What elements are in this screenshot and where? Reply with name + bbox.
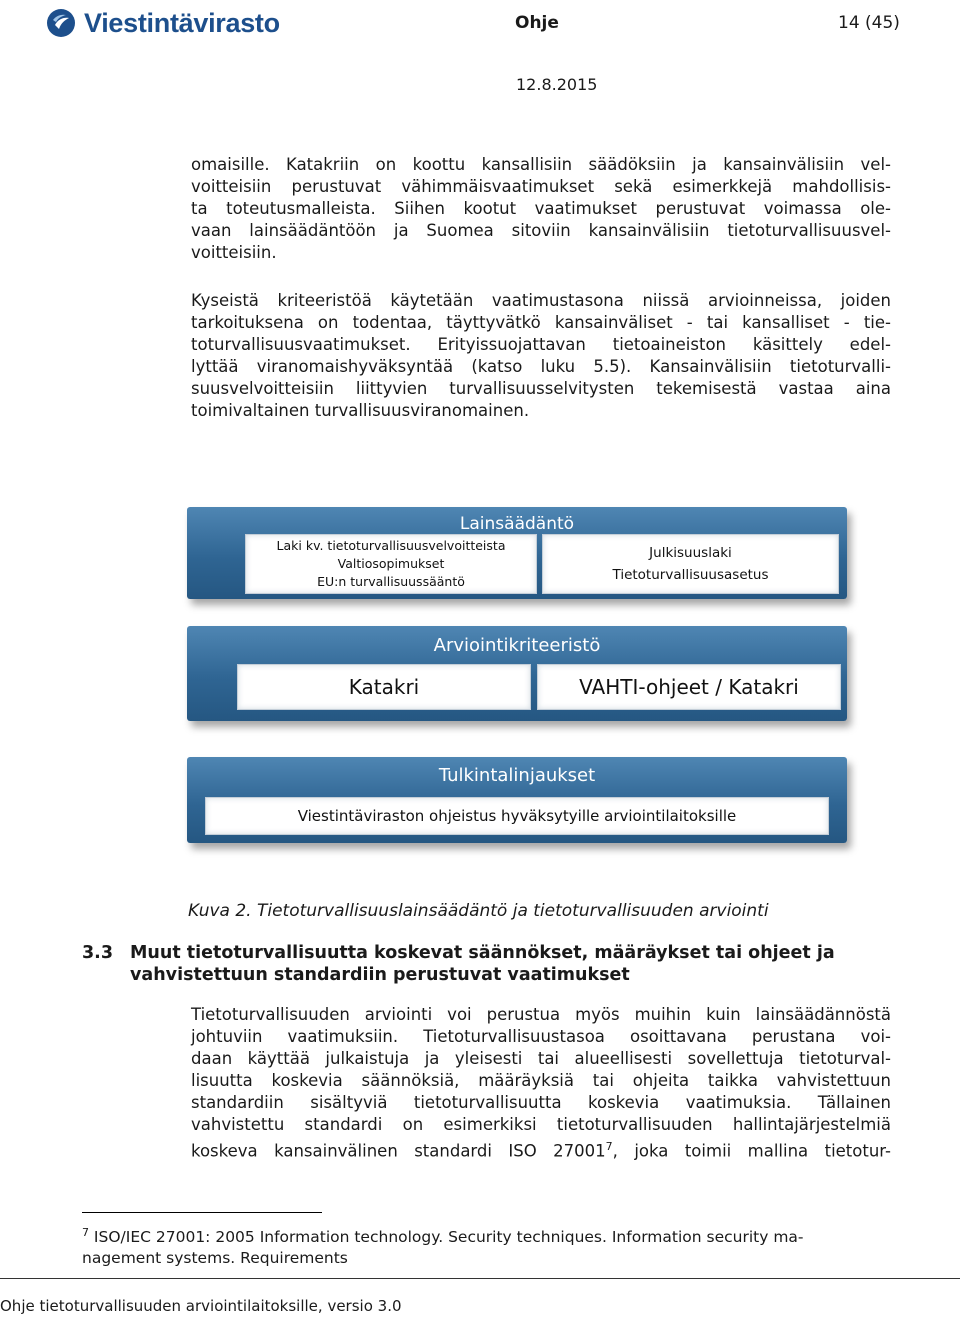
box-line: Viestintäviraston ohjeistus hyväksytyille arviointilaitoksille [297, 807, 737, 825]
international-law-box [245, 534, 537, 594]
text-line: tarkoituksena on todentaa, täyttyvätkö kansainväliset - tai kansalliset - tie- [191, 313, 891, 332]
text-line: standardiin sisältyviä tietoturvallisuutta koskevia vaatimuksia. Tällainen [191, 1093, 891, 1112]
tier-interpretations [187, 757, 847, 843]
text-line: toturvallisuusvaatimukset. Erityissuojattavan tietoaineiston käsittely edel- [191, 335, 891, 354]
box-line: EU:n turvallisuussääntö [317, 574, 465, 589]
logo-text: Viestintävirasto [84, 7, 280, 38]
section-title-line: vahvistettuun standardiin perustuvat vaatimukset [130, 965, 630, 985]
text-line [191, 1136, 891, 1163]
tier-assessment-criteria [187, 626, 847, 721]
box-line: Julkisuuslaki [649, 545, 732, 561]
text-line: Kyseistä kriteeristöä käytetään vaatimustasona niissä arvioinneissa, joiden [191, 291, 891, 310]
text-line: voitteisiin perustuvat vähimmäisvaatimukset sekä esimerkkejä mahdollisis- [191, 177, 891, 196]
text-line: lyttää viranomaishyväksyntää (katso luku 5.5). Kansainvälisiin tietoturvalli- [191, 357, 891, 376]
box-line: Katakri [348, 675, 420, 699]
footnote-mark: 7 [82, 1226, 89, 1239]
text-line: suusvelvoitteisiin liittyvien turvallisuusselvitysten tekemisestä vastaa aina [191, 379, 891, 398]
footer-text: Ohje tietoturvallisuuden arviointilaitoksille, versio 3.0 [0, 1297, 402, 1315]
katakri-box [237, 664, 531, 710]
section-heading [82, 942, 835, 986]
tier-title: Arviointikriteeristö [433, 635, 601, 656]
text-line: voitteisiin. [191, 243, 277, 262]
text-segment: , joka toimii mallina tietotur- [612, 1141, 891, 1161]
logo-emblem-icon [46, 8, 76, 38]
footer-divider [0, 1278, 960, 1279]
text-segment: koskeva kansainvälinen standardi ISO 27001 [191, 1141, 606, 1161]
text-line: omaisille. Katakriin on koottu kansallisiin säädöksiin ja kansainvälisiin vel- [191, 155, 891, 174]
document-date: 12.8.2015 [516, 75, 598, 94]
footnote-line: nagement systems. Requirements [82, 1249, 348, 1268]
paragraph-3 [191, 1004, 891, 1163]
footnote-line [82, 1222, 877, 1248]
box-line: VAHTI-ohjeet / Katakri [579, 675, 799, 699]
text-line: Tietoturvallisuuden arviointi voi perustua myös muihin kuin lainsäädännöstä [191, 1005, 891, 1024]
box-line: Valtiosopimukset [337, 556, 445, 571]
footnote-reference[interactable]: 7 [605, 1140, 613, 1153]
agency-logo [46, 6, 296, 40]
text-line: johtuviin vaatimuksiin. Tietoturvallisuustasoa osoittavana perustana voi- [191, 1027, 891, 1046]
text-line: ta toteutusmalleista. Siihen kootut vaatimukset perustuvat voimassa ole- [191, 199, 891, 218]
text-line: vaan lainsäädäntöön ja Suomea sitoviin kansainvälisiin tietoturvallisuusvel- [191, 221, 891, 240]
footnote [82, 1222, 877, 1269]
guidance-box [205, 797, 829, 835]
text-line: lisuutta koskevia säännöksiä, määräyksiä tai ohjeita taikka vahvistettuun [191, 1071, 891, 1090]
section-number: 3.3 [82, 943, 114, 963]
tier-legislation [187, 507, 847, 599]
paragraph-2 [191, 290, 891, 422]
footnote-divider [82, 1212, 322, 1213]
tier-title: Tulkintalinjaukset [438, 765, 596, 786]
legislation-diagram [187, 507, 854, 853]
national-law-box [542, 534, 839, 594]
box-line: Laki kv. tietoturvallisuusvelvoitteista [276, 538, 506, 553]
section-title-line: Muut tietoturvallisuutta koskevat säännökset, määräykset tai ohjeet ja [130, 943, 835, 963]
tier-title: Lainsäädäntö [459, 514, 575, 534]
paragraph-1 [191, 154, 891, 264]
footnote-text: ISO/IEC 27001: 2005 Information technology. Security techniques. Information security ma- [89, 1228, 804, 1247]
text-line: vahvistettu standardi on esimerkiksi tietoturvallisuuden hallintajärjestelmiä [191, 1115, 891, 1134]
document-type: Ohje [515, 13, 559, 33]
page-number: 14 (45) [838, 13, 900, 33]
vahti-box [537, 664, 841, 710]
text-line: daan käyttää julkaistuja ja yleisesti tai alueellisesti sovellettuja tietoturval- [191, 1049, 891, 1068]
text-line: toimivaltainen turvallisuusviranomainen. [191, 401, 530, 420]
box-line: Tietoturvallisuusasetus [612, 567, 769, 583]
figure-caption: Kuva 2. Tietoturvallisuuslainsäädäntö ja tietoturvallisuuden arviointi [188, 901, 769, 921]
